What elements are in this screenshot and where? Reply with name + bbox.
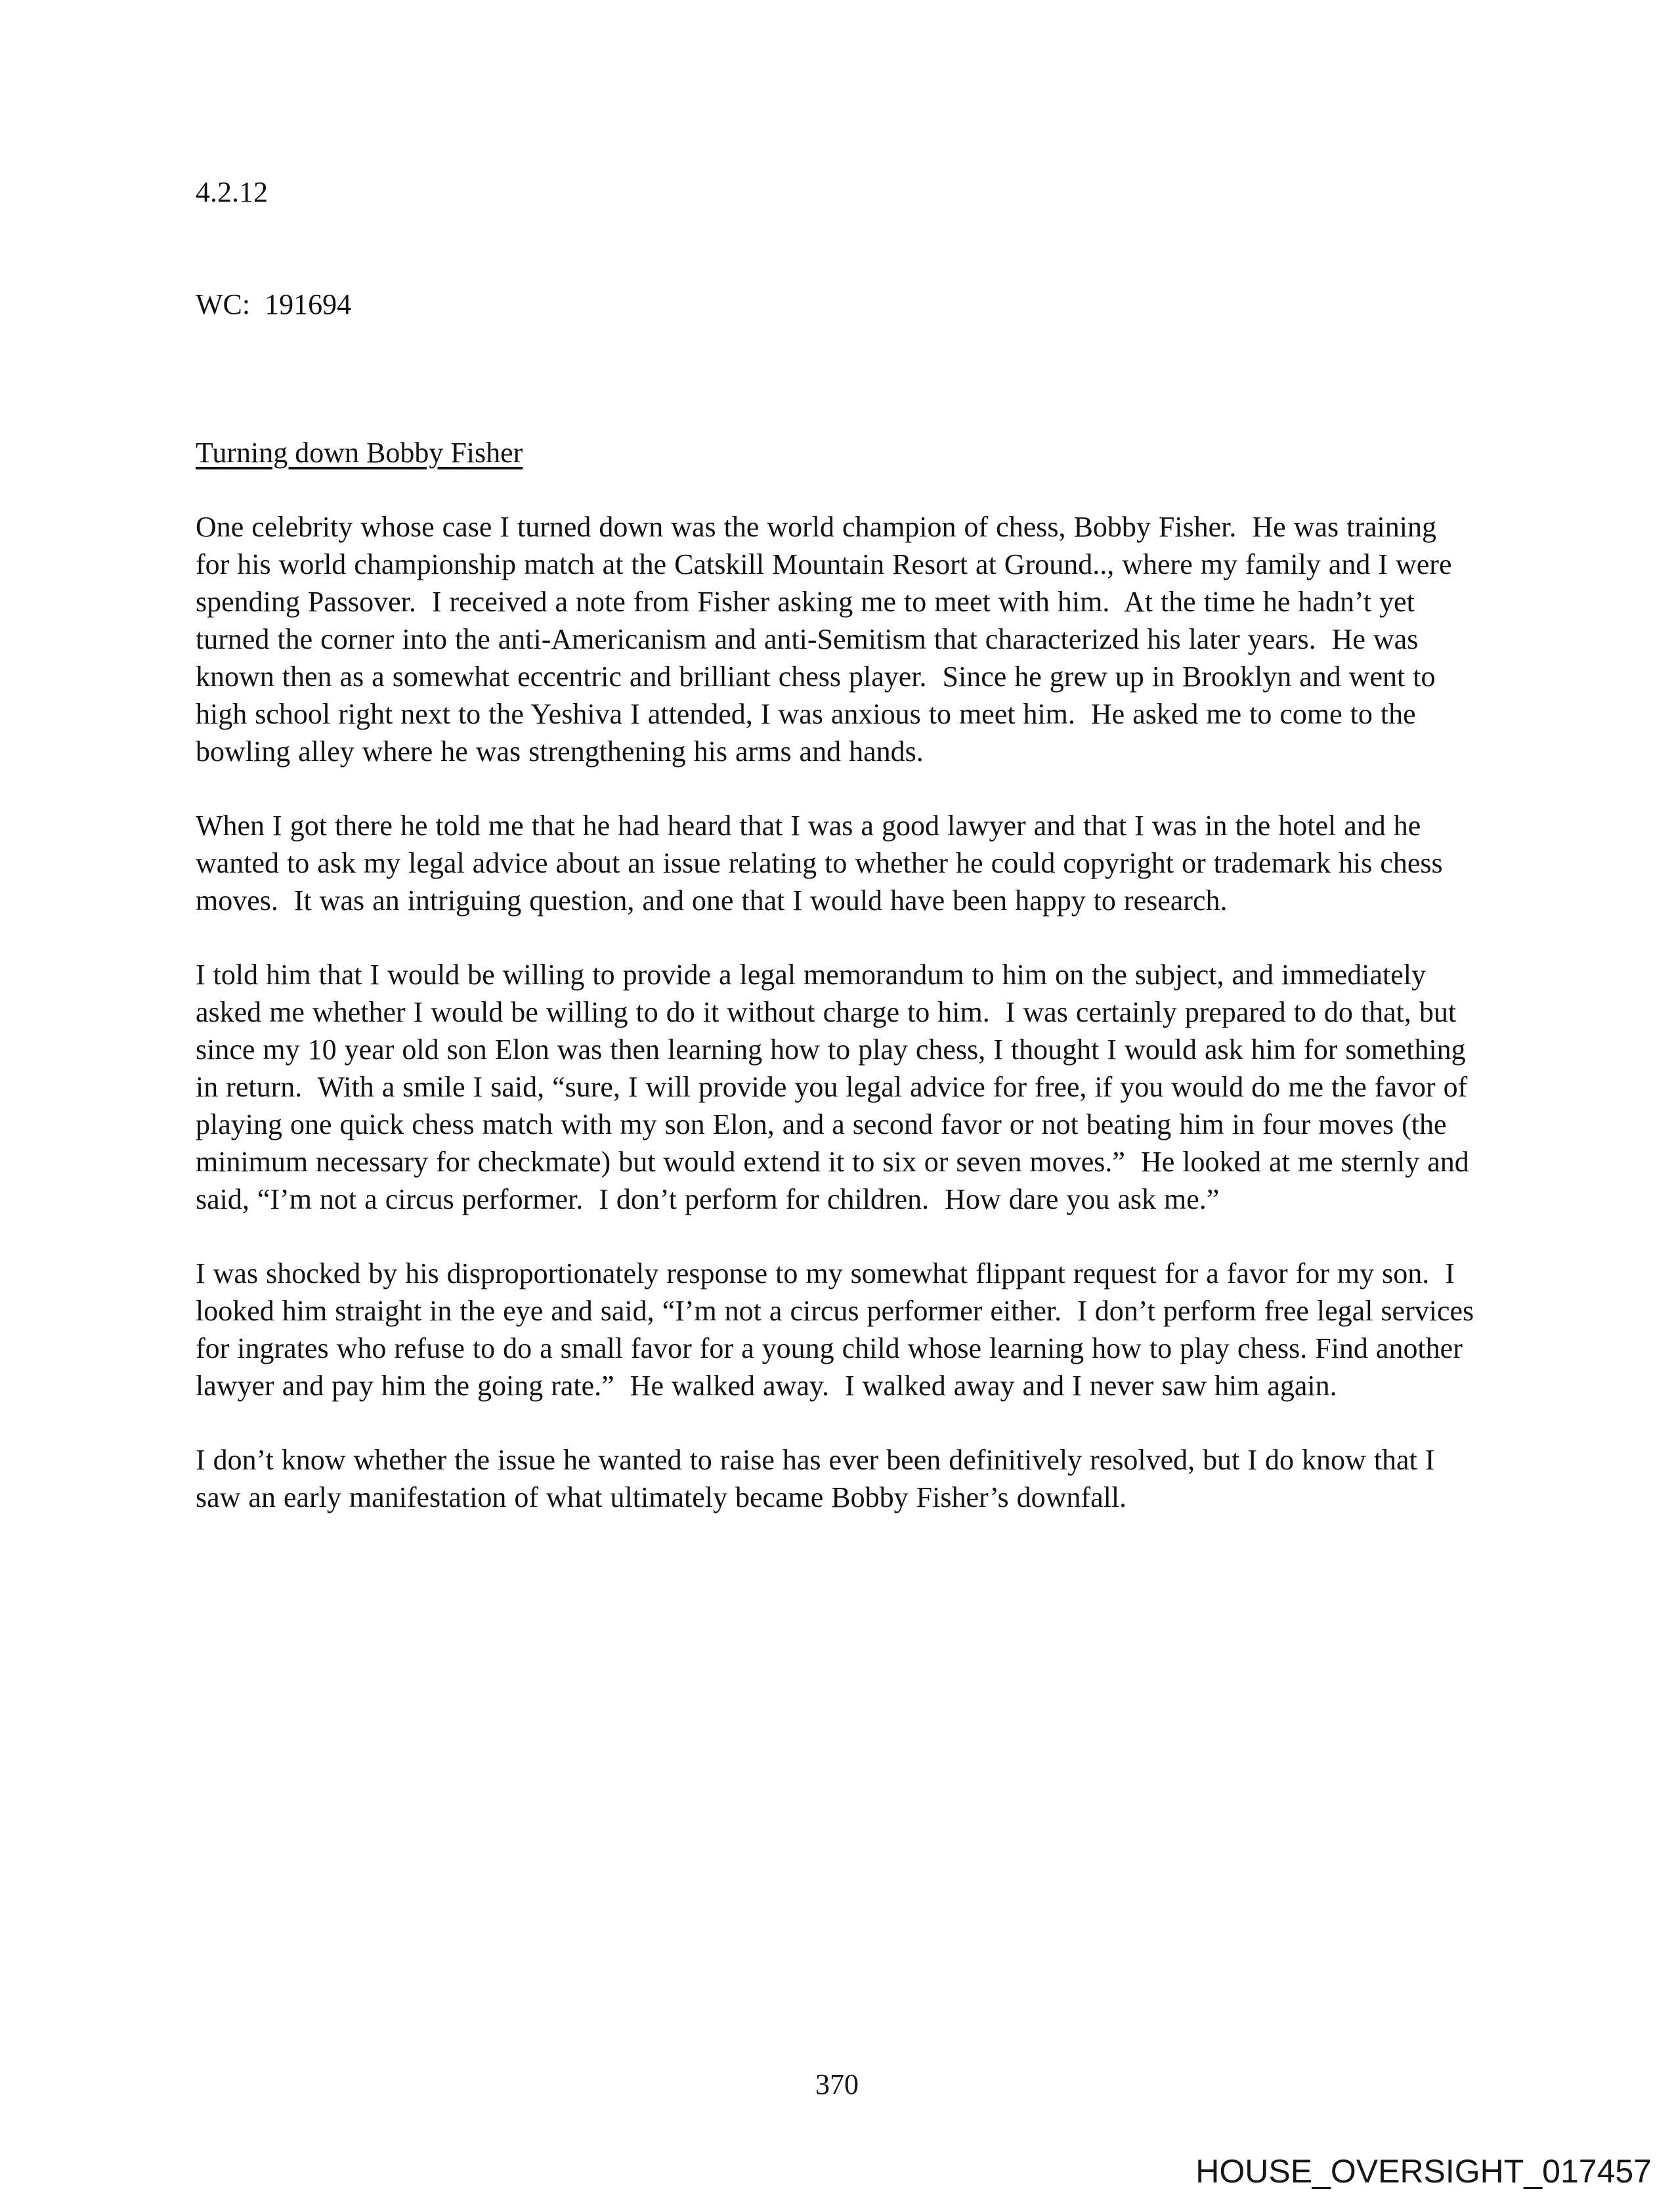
document-content xyxy=(196,98,1482,1516)
paragraph: When I got there he told me that he had heard that I was a good lawyer and that I was in the hotel and he wanted to ask my legal advice about an issue relating to whether he could copyright or trademark his chess moves. It was an intriguing question, and one that I would have been happy to research. xyxy=(196,810,1451,917)
paragraph: I don’t know whether the issue he wanted to raise has ever been definitively resolved, but I do know that I saw an early manifestation of what ultimately became Bobby Fisher’s downfall. xyxy=(196,1444,1443,1513)
document-title: Turning down Bobby Fisher xyxy=(196,437,523,469)
paragraph: I was shocked by his disproportionately response to my somewhat flippant request for a favor for my son. I looked him straight in the eye and said, “I’m not a circus performer either. I don’t perform free legal services for ingrates who refuse to do a small favor for a young child whose learning how to play chess. Find another lawyer and pay him the going rate.” He walked away. I walked away and I never saw him again. xyxy=(196,1257,1482,1402)
title-wrap xyxy=(196,434,1476,471)
oversight-stamp: HOUSE_OVERSIGHT_017457 xyxy=(1195,2153,1652,2190)
paragraph: One celebrity whose case I turned down was the world champion of chess, Bobby Fisher. He was training for his world championship match at the Catskill Mountain Resort at Ground.., where my family and I were spending Passover. I received a note from Fisher asking me to meet with him. At the time he hadn’t yet turned the corner into the anti-Americanism and anti-Semitism that characterized his later years. He was known then as a somewhat eccentric and brilliant chess player. Since he grew up in Brooklyn and went to high school right next to the Yeshiva I attended, I was anxious to meet him. He asked me to come to the bowling alley where he was strengthening his arms and hands. xyxy=(196,511,1460,768)
paragraph: I told him that I would be willing to provide a legal memorandum to him on the subject, and immediately asked me whether I would be willing to do it without charge to him. I was certainly prepared to do that, but since my 10 year old son Elon was then learning how to play chess, I thought I would ask him for something in return. With a smile I said, “sure, I will provide you legal advice for free, if you would do me the favor of playing one quick chess match with my son Elon, and a second favor or not beating him in four moves (the minimum necessary for checkmate) but would extend it to six or seven moves.” He looked at me sternly and said, “I’m not a circus performer. I don’t perform for children. How dare you ask me.” xyxy=(196,959,1477,1215)
page-number: 370 xyxy=(815,2068,859,2100)
header-date: 4.2.12 xyxy=(196,176,268,208)
document-header xyxy=(196,98,1476,398)
header-word-count: WC: 191694 xyxy=(196,288,352,320)
